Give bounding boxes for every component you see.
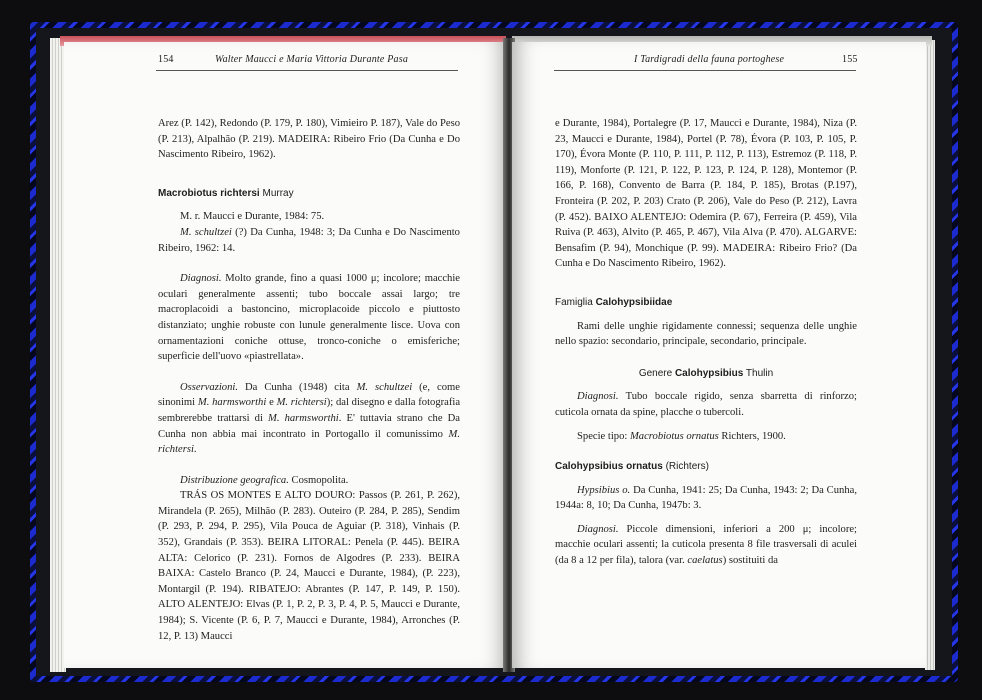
continuation-paragraph-right: e Durante, 1984), Portalegre (P. 17, Maucci e Durante, 1984), Niza (P. 23, Maucci e Durante, 1984), Portel (P. 78), Évora (P. 103, P. 105, P. 170), Évora Monte (P. 110, P. 111, P. 112, P. 113), Estremoz (P. 118, P. 119), Monforte (P. 121, P. 122, P. 123, P. 124, P. 128), Montemor (P. 166, P. 168), Convento de Barra (P. 184, P. 185), Brotas (P.197), Fronteira (P. 202, P. 203) Crato (P. 206), Vale do Peso (P. 212), Lavra (P. 452). BAIXO ALENTEJO: Odemira (P. 67), Ferreira (P. 459), Vila Ruiva (P. 463), Alvito (P. 465, P. 467), Vila Alva (P. 470). ALGARVE: Bensafim (P. 94), Monchique (P. 99). MADEIRA: Ribeiro Frio? (Da Cunha e Do Nascimento Ribeiro, 1962). (555, 118, 857, 270)
continuation-paragraph: Arez (P. 142), Redondo (P. 179, P. 180), Vimieiro P. 187), Vale do Peso (P. 213), Alpalhão (P. 219). MADEIRA: Ribeiro Frio (Da Cunha e Do Nascimento Ribeiro, 1962). (158, 118, 460, 161)
header-rule-right (554, 70, 856, 71)
localities-paragraph: TRÁS OS MONTES E ALTO DOURO: Passos (P. 261, P. 262), Mirandela (P. 265), Milhão (P. 283). Outeiro (P. 284, P. 285), Sendim (P. 293, P. 294, P. 295), Vila Pouca de Aguiar (P. 318), Vinhais (P. 352), Grandais (P. 353). BEIRA LITORAL: Penela (P. 445). BEIRA ALTA: Celorico (P. 231). Fornos de Algodres (P. 233). BEIRA BAIXA: Castelo Branco (P. 24, Maucci e Durante, 1984), (P. 223), Montargil (P. 194). RIBATEJO: Abrantes (P. 147, P. 149, P. 150). ALTO ALENTEJO: Elvas (P. 1, P. 2, P. 3, P. 4, P. 5, Maucci e Durante, 1984); S. Vicente (P. 6, P. 7, Maucci e Durante, 1984), Arronches (P. 12, P. 13) Maucci (158, 490, 460, 642)
synonym-1: M. r. Maucci e Durante, 1984: 75. (180, 211, 325, 223)
family-description: Rami delle unghie rigidamente connessi; sequenza delle unghie nello spazio: secondario, principale, secondario, principale. (555, 320, 857, 348)
species-heading-richtersi: Macrobiotus richtersi Murray (158, 187, 294, 199)
family-heading: Famiglia Calohypsibiidae (555, 296, 673, 308)
running-head-right: I Tardigradi della fauna portoghese (634, 54, 785, 65)
running-head-left: Walter Maucci e Maria Vittoria Durante Pasa (215, 54, 409, 65)
synonym-2: M. schultzei (?) Da Cunha, 1948: 3; Da Cunha e Do Nascimento Ribeiro, 1962: 14. (158, 226, 460, 254)
genus-heading: Genere Calohypsibius Thulin (638, 367, 774, 379)
genus-diagnosi: Diagnosi. Tubo boccale rigido, senza sbarretta di rinforzo; cuticola ornata da spine, placche o tubercoli. (555, 391, 857, 418)
right-page-body (555, 116, 857, 569)
page-number-right: 155 (842, 54, 858, 65)
header-rule-left (156, 70, 458, 71)
species-heading-ornatus: Calohypsibius ornatus (Richters) (555, 461, 709, 473)
diagnosi-paragraph: Diagnosi. Molto grande, fino a quasi 1000 μ; incolore; macchie oculari generalmente assenti; tubo boccale assai largo; tre macroplacoidi a bastoncino, microplacoide piccolo e piuttosto distanziato; unghie robuste con lunule generalmente lisce. Uova con ornamentazioni coniche ottuse, tronco-coniche o emisferiche; superficie dell'uovo «piastrellata». (158, 273, 460, 363)
osservazioni-paragraph: Osservazioni. Da Cunha (1948) cita M. schultzei (e, come sinonimi M. harmsworthi e M. richtersi); dal disegno e dalla fotografia sembrerebbe trattarsi di M. harmsworthi. E' tuttavia strano che Da Cunha non abbia mai incontrato in Portogallo il comunissimo M. richtersi. (158, 381, 461, 456)
page-edges-right (925, 40, 935, 670)
left-page-body (158, 116, 460, 644)
page-number-left: 154 (158, 54, 174, 65)
ornatus-synonyms: Hypsibius o. Da Cunha, 1941: 25; Da Cunha, 1943: 2; Da Cunha, 1944a: 8, 10; Da Cunha, 1947b: 3. (555, 484, 857, 512)
ornatus-diagnosi: Diagnosi. Piccole dimensioni, inferiori a 200 μ; incolore; macchie oculari assenti; la cuticola presenta 8 file trasversali di aculei (da 8 a 12 per fila), talora (var. caelatus) sostituiti da (555, 523, 857, 567)
distribuzione-paragraph: Distribuzione geografica. Cosmopolita. (180, 474, 349, 486)
type-species: Specie tipo: Macrobiotus ornatus Richters, 1900. (577, 430, 786, 442)
